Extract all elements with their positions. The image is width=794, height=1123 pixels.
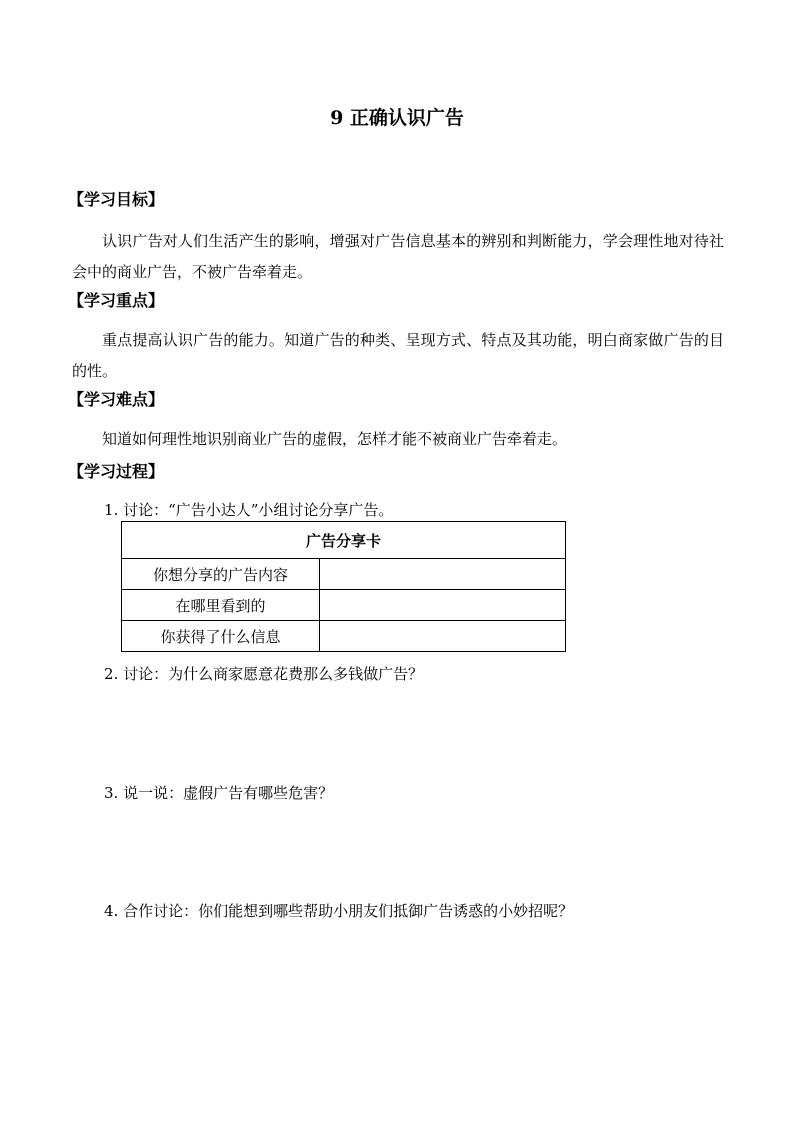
section-heading-difficulties: 【学习难点】 [68,390,165,409]
ad-share-card-table [121,521,566,652]
row-label-where-seen: 在哪里看到的 [122,590,320,621]
question-2: 2. 讨论：为什么商家愿意花费那么多钱做广告？ [104,665,424,683]
row-label-info-gained: 你获得了什么信息 [122,621,320,652]
ad-share-card-title: 广告分享卡 [122,522,566,559]
key-points-text: 重点提高认识广告的能力。知道广告的种类、呈现方式、特点及其功能，明白商家做广告的目的性。 [72,331,724,380]
section-heading-objectives: 【学习目标】 [68,190,165,209]
objectives-text: 认识广告对人们生活产生的影响，增强对广告信息基本的辨别和判断能力，学会理性地对待社会中的商业广告，不被广告牵着走。 [72,232,724,281]
difficulties-text: 知道如何理性地识别商业广告的虚假，怎样才能不被商业广告牵着走。 [102,430,568,448]
answer-cell-ad-content[interactable] [320,559,566,590]
table-row [122,621,566,652]
row-label-ad-content: 你想分享的广告内容 [122,559,320,590]
table-row [122,559,566,590]
answer-cell-info-gained[interactable] [320,621,566,652]
question-1: 1. 讨论：“广告小达人”小组讨论分享广告。 [104,501,394,519]
section-heading-process: 【学习过程】 [68,462,165,481]
section-heading-key-points: 【学习重点】 [68,291,165,310]
answer-cell-where-seen[interactable] [320,590,566,621]
question-4: 4. 合作讨论：你们能想到哪些帮助小朋友们抵御广告诱惑的小妙招呢？ [104,902,574,920]
question-3: 3. 说一说：虚假广告有哪些危害？ [104,784,334,802]
page-title: 9 正确认识广告 [330,107,464,129]
table-row [122,590,566,621]
